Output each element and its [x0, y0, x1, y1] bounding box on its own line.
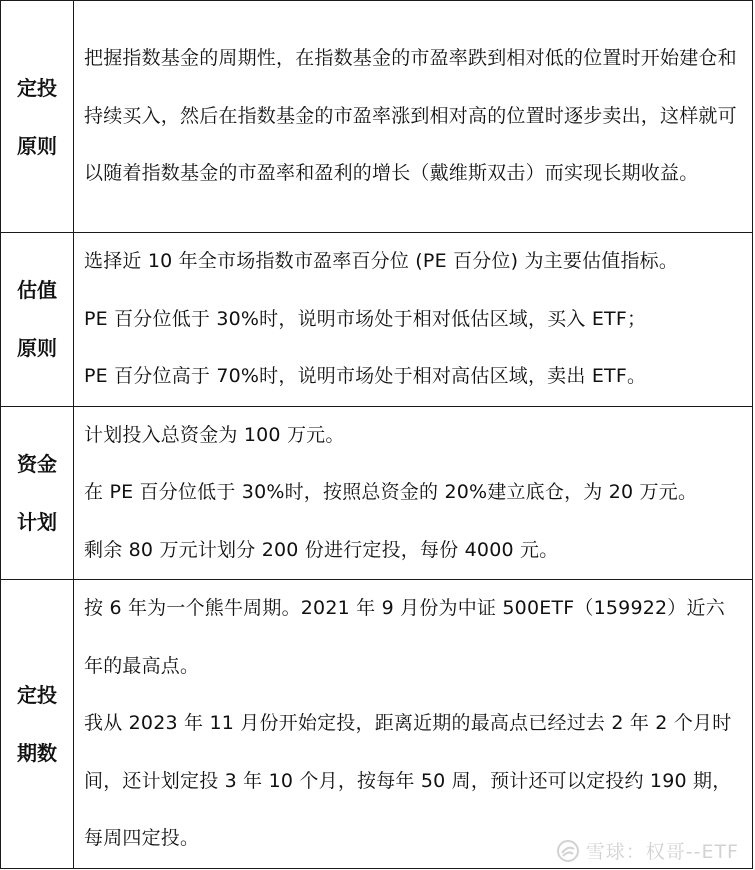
row-label — [1, 406, 74, 580]
content-paragraph: 计划投入总资金为 100 万元。 — [84, 423, 345, 446]
content-paragraph: 剩余 80 万元计划分 200 份进行定投，每份 4000 元。 — [84, 538, 559, 561]
row-label-line: 原则 — [17, 336, 57, 361]
table-row-periods — [1, 580, 753, 869]
row-label-line: 定投 — [17, 75, 57, 100]
content-paragraph: 按 6 年为一个熊牛周期。2021 年 9 月份为中证 500ETF（159922）近六年的最高点。 — [84, 597, 725, 677]
watermark — [556, 837, 739, 864]
row-content — [74, 406, 753, 580]
table-row-valuation — [1, 233, 753, 407]
content-paragraph: 把握指数基金的周期性，在指数基金的市盈率跌到相对低的位置时开始建仓和持续买入，然后在指数基金的市盈率涨到相对高的位置时逐步卖出，这样就可以随着指数基金的市盈率和盈利的增长（戴维斯双击）而实现长期收益。 — [84, 47, 737, 185]
row-content — [74, 1, 753, 233]
row-label-line: 原则 — [17, 133, 57, 158]
row-content — [74, 580, 753, 869]
row-label-line: 定投 — [17, 682, 57, 707]
row-label — [1, 233, 74, 407]
content-paragraph: 在 PE 百分位低于 30%时，按照总资金的 20%建立底仓，为 20 万元。 — [84, 481, 698, 503]
row-label-line: 计划 — [17, 509, 57, 534]
row-label — [1, 580, 74, 869]
content-paragraph: 选择近 10 年全市场指数市盈率百分位 (PE 百分位) 为主要估值指标。 — [84, 250, 679, 272]
content-paragraph: PE 百分位高于 70%时，说明市场处于相对高估区域，卖出 ETF。 — [84, 365, 647, 387]
content-paragraph: PE 百分位低于 30%时，说明市场处于相对低估区域，买入 ETF； — [84, 307, 647, 330]
table-row-principle — [1, 1, 753, 233]
row-content — [74, 233, 753, 407]
row-label — [1, 1, 74, 233]
row-label-line: 期数 — [17, 740, 57, 765]
row-label-line: 资金 — [17, 451, 57, 476]
table-row-funding — [1, 406, 753, 580]
content-paragraph: 我从 2023 年 11 月份开始定投，距离近期的最高点已经过去 2 年 2 个月时间，还计划定投 3 年 10 个月，按每年 50 周，预计还可以定投约 190 期，每周四定投。 — [84, 712, 732, 849]
watermark-text: 雪球：权哥--ETF — [585, 841, 739, 863]
snowball-logo-icon — [556, 839, 580, 863]
row-label-line: 估值 — [17, 278, 57, 303]
